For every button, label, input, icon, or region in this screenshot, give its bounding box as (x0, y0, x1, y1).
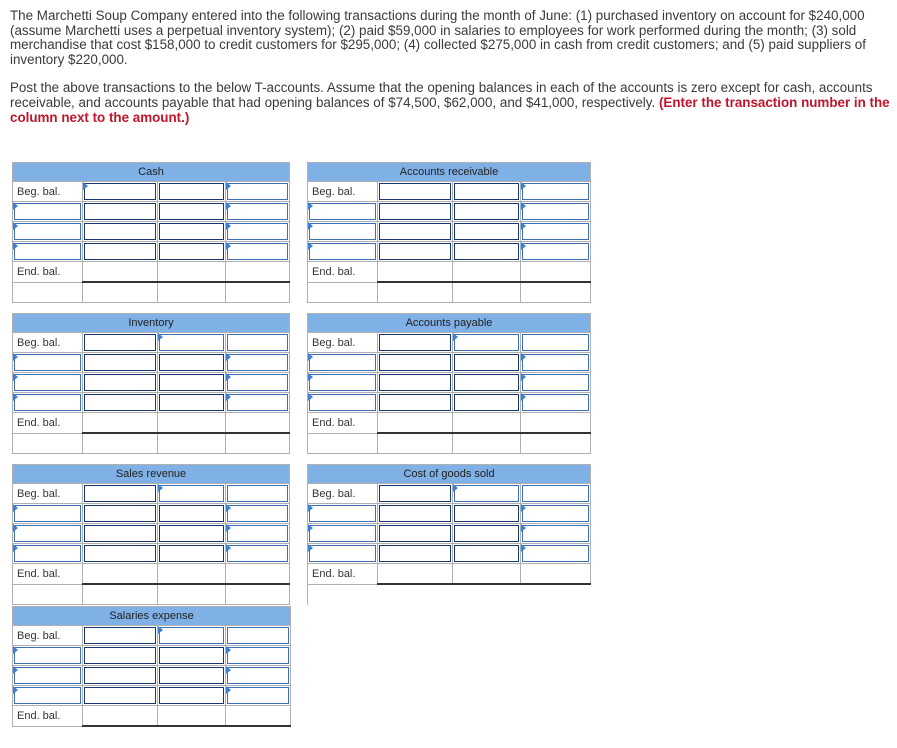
sales-ref-1[interactable] (158, 484, 226, 504)
sal-ref-2[interactable] (13, 646, 83, 666)
dropdown-marker-icon (521, 222, 526, 230)
beg-bal-label: Beg. bal. (13, 626, 83, 646)
cash-credit-2[interactable] (226, 202, 290, 222)
beg-bal-label: Beg. bal. (13, 333, 83, 353)
ar-credit-2[interactable] (521, 202, 591, 222)
cogs-credit-3[interactable] (521, 524, 591, 544)
inv-credit-2[interactable] (226, 353, 290, 373)
question-text: The Marchetti Soup Company entered into the following transactions during the month of June: (1) purchased inventory on account for $240,000 (assume Marchetti uses a perpetual inventory system); (2) paid $59,000 in salaries to employees for work performed during the month; (3) sold merchandise that cost $158,000 to credit customers for $295,000; (4) collected $275,000 in cash from credit customers; and (5) paid suppliers of inventory $220,000. (10, 8, 866, 67)
cogs-ref-3b[interactable] (453, 524, 521, 544)
instruction-emphasis: (Enter the transaction number in the column next to the amount.) (10, 94, 890, 125)
inv-ref-4[interactable] (13, 393, 83, 413)
ar-ref-4b[interactable] (453, 242, 521, 262)
cogs-ref-3[interactable] (308, 524, 378, 544)
ar-credit-4[interactable] (521, 242, 591, 262)
inv-ref-2b[interactable] (158, 353, 226, 373)
sal-ref-3[interactable] (13, 666, 83, 686)
cash-debit-4[interactable] (83, 242, 158, 262)
dropdown-marker-icon (521, 544, 526, 552)
t-account-block-1 (12, 162, 591, 303)
dropdown-marker-icon (453, 484, 458, 492)
ap-credit-3[interactable] (521, 373, 591, 393)
dropdown-marker-icon (226, 373, 231, 381)
ap-credit-4[interactable] (521, 393, 591, 413)
dropdown-marker-icon (226, 504, 231, 512)
sal-ref-4[interactable] (13, 686, 83, 706)
beg-bal-label: Beg. bal. (308, 182, 378, 202)
end-bal-label: End. bal. (13, 706, 83, 727)
dropdown-marker-icon (521, 182, 526, 190)
end-bal-label: End. bal. (13, 564, 83, 585)
ap-ref-2[interactable] (308, 353, 378, 373)
ap-debit-4[interactable] (378, 393, 453, 413)
cash-ref-2[interactable] (13, 202, 83, 222)
dropdown-marker-icon (521, 353, 526, 361)
dropdown-marker-icon (158, 484, 163, 492)
cogs-ref-2[interactable] (308, 504, 378, 524)
cash-header: Cash (13, 163, 290, 182)
cogs-debit-3[interactable] (378, 524, 453, 544)
sales-debit-4[interactable] (83, 544, 158, 564)
cogs-ref-4b[interactable] (453, 544, 521, 564)
sal-debit-4[interactable] (83, 686, 158, 706)
beg-bal-label: Beg. bal. (308, 333, 378, 353)
inv-ref-3b[interactable] (158, 373, 226, 393)
sales-debit-2[interactable] (83, 504, 158, 524)
sal-beg-bal-debit[interactable] (83, 626, 158, 646)
dropdown-marker-icon (226, 353, 231, 361)
sales-debit-3[interactable] (83, 524, 158, 544)
dropdown-marker-icon (521, 202, 526, 210)
sal-ref-2b[interactable] (158, 646, 226, 666)
sal-debit-3[interactable] (83, 666, 158, 686)
inv-beg-bal-debit[interactable] (83, 333, 158, 353)
inv-credit-4[interactable] (226, 393, 290, 413)
instruction-body: Post the above transactions to the below T-accounts. Assume that the opening balances in each of the accounts is zero except for cash, accounts receivable, and accounts payable that had opening balances of $74,500, $62,000, and $41,000, respectively. (10, 80, 873, 110)
t-account-block-4 (12, 606, 291, 727)
ar-ref-2[interactable] (308, 202, 378, 222)
dropdown-marker-icon (13, 666, 18, 674)
dropdown-marker-icon (13, 242, 18, 250)
inv-credit-1[interactable] (226, 333, 290, 353)
sales-debit-1[interactable] (83, 484, 158, 504)
sales-revenue-header: Sales revenue (13, 465, 290, 484)
dropdown-marker-icon (13, 646, 18, 654)
sales-ref-3b[interactable] (158, 524, 226, 544)
dropdown-marker-icon (308, 393, 313, 401)
ap-ref-1[interactable] (453, 333, 521, 353)
dropdown-marker-icon (308, 504, 313, 512)
ar-beg-bal-ref[interactable] (453, 182, 521, 202)
inventory-header: Inventory (13, 314, 290, 333)
cogs-credit-1[interactable] (521, 484, 591, 504)
ar-ref-2b[interactable] (453, 202, 521, 222)
dropdown-marker-icon (158, 626, 163, 634)
salaries-expense-header: Salaries expense (13, 607, 291, 626)
instruction-text (10, 81, 890, 125)
dropdown-marker-icon (226, 544, 231, 552)
cash-debit-3[interactable] (83, 222, 158, 242)
accounts-receivable-header: Accounts receivable (308, 163, 591, 182)
cash-ref-3b[interactable] (158, 222, 226, 242)
dropdown-marker-icon (308, 222, 313, 230)
beg-bal-label: Beg. bal. (13, 484, 83, 504)
cogs-beg-bal-debit[interactable] (378, 484, 453, 504)
dropdown-marker-icon (453, 333, 458, 341)
dropdown-marker-icon (226, 524, 231, 532)
cash-beg-bal-debit[interactable] (83, 182, 158, 202)
ap-ref-4[interactable] (308, 393, 378, 413)
cash-ref-4[interactable] (13, 242, 83, 262)
dropdown-marker-icon (521, 373, 526, 381)
question-prompt (10, 9, 890, 125)
ar-debit-3[interactable] (378, 222, 453, 242)
inv-ref-4b[interactable] (158, 393, 226, 413)
cost-of-goods-sold-header: Cost of goods sold (308, 465, 591, 484)
cash-credit-4[interactable] (226, 242, 290, 262)
dropdown-marker-icon (13, 373, 18, 381)
dropdown-marker-icon (13, 504, 18, 512)
dropdown-marker-icon (13, 686, 18, 694)
ap-ref-2b[interactable] (453, 353, 521, 373)
cash-ref-3[interactable] (13, 222, 83, 242)
sal-credit-3[interactable] (226, 666, 291, 686)
accounts-payable-header: Accounts payable (308, 314, 591, 333)
cash-debit-2[interactable] (83, 202, 158, 222)
dropdown-marker-icon (13, 202, 18, 210)
sal-credit-1[interactable] (226, 626, 291, 646)
t-account-block-2 (12, 313, 591, 454)
ap-debit-3[interactable] (378, 373, 453, 393)
dropdown-marker-icon (521, 393, 526, 401)
cogs-debit-4[interactable] (378, 544, 453, 564)
dropdown-marker-icon (13, 393, 18, 401)
dropdown-marker-icon (226, 666, 231, 674)
inv-beg-bal-ref[interactable] (158, 333, 226, 353)
ar-debit-4[interactable] (378, 242, 453, 262)
ap-debit-1[interactable] (378, 333, 453, 353)
cogs-debit-2[interactable] (378, 504, 453, 524)
beg-bal-label: Beg. bal. (308, 484, 378, 504)
cogs-ref-4[interactable] (308, 544, 378, 564)
ap-ref-3b[interactable] (453, 373, 521, 393)
end-bal-label: End. bal. (308, 262, 378, 283)
cash-credit-1[interactable] (226, 182, 290, 202)
inv-end-bal (83, 413, 158, 434)
sal-ref-3b[interactable] (158, 666, 226, 686)
dropdown-marker-icon (308, 353, 313, 361)
ar-ref-3b[interactable] (453, 222, 521, 242)
dropdown-marker-icon (308, 242, 313, 250)
end-bal-label: End. bal. (13, 413, 83, 434)
sales-end-bal (83, 564, 158, 585)
inv-debit-2[interactable] (83, 353, 158, 373)
dropdown-marker-icon (226, 202, 231, 210)
sal-end-bal (83, 706, 158, 727)
dropdown-marker-icon (83, 182, 88, 190)
sales-ref-2b[interactable] (158, 504, 226, 524)
end-bal-label: End. bal. (308, 564, 378, 585)
ar-credit-3[interactable] (521, 222, 591, 242)
sales-credit-2[interactable] (226, 504, 290, 524)
ar-debit-2[interactable] (378, 202, 453, 222)
ap-beg-bal-credit[interactable] (521, 333, 591, 353)
dropdown-marker-icon (158, 333, 163, 341)
dropdown-marker-icon (521, 504, 526, 512)
ap-debit-2[interactable] (378, 353, 453, 373)
sales-credit-4[interactable] (226, 544, 290, 564)
dropdown-marker-icon (226, 182, 231, 190)
dropdown-marker-icon (226, 686, 231, 694)
end-bal-label: End. bal. (13, 262, 83, 283)
cash-ref-2b[interactable] (158, 202, 226, 222)
inv-debit-3[interactable] (83, 373, 158, 393)
cash-ref-4b[interactable] (158, 242, 226, 262)
ar-ref-4[interactable] (308, 242, 378, 262)
sales-ref-3[interactable] (13, 524, 83, 544)
dropdown-marker-icon (226, 242, 231, 250)
dropdown-marker-icon (13, 544, 18, 552)
sal-ref-4b[interactable] (158, 686, 226, 706)
ar-beg-bal-debit[interactable] (378, 182, 453, 202)
inv-ref-3[interactable] (13, 373, 83, 393)
sal-debit-2[interactable] (83, 646, 158, 666)
dropdown-marker-icon (13, 353, 18, 361)
cogs-end-bal (378, 564, 453, 585)
sales-beg-bal-credit[interactable] (226, 484, 290, 504)
sal-ref-1[interactable] (158, 626, 226, 646)
inv-ref-2[interactable] (13, 353, 83, 373)
dropdown-marker-icon (226, 646, 231, 654)
cogs-ref-1[interactable] (453, 484, 521, 504)
end-bal-label: End. bal. (308, 413, 378, 434)
ar-credit-1[interactable] (521, 182, 591, 202)
ap-credit-2[interactable] (521, 353, 591, 373)
t-account-block-3 (12, 464, 591, 605)
ap-end-bal (378, 413, 453, 434)
beg-bal-label: Beg. bal. (13, 182, 83, 202)
cogs-credit-2[interactable] (521, 504, 591, 524)
dropdown-marker-icon (308, 524, 313, 532)
dropdown-marker-icon (308, 373, 313, 381)
ap-ref-3[interactable] (308, 373, 378, 393)
sales-credit-3[interactable] (226, 524, 290, 544)
sal-credit-4[interactable] (226, 686, 291, 706)
sales-ref-4b[interactable] (158, 544, 226, 564)
inv-credit-3[interactable] (226, 373, 290, 393)
inv-debit-4[interactable] (83, 393, 158, 413)
dropdown-marker-icon (13, 222, 18, 230)
dropdown-marker-icon (521, 524, 526, 532)
cash-end-bal (83, 262, 158, 283)
ar-ref-3[interactable] (308, 222, 378, 242)
dropdown-marker-icon (226, 393, 231, 401)
dropdown-marker-icon (308, 202, 313, 210)
ar-end-bal (378, 262, 453, 283)
sal-credit-2[interactable] (226, 646, 291, 666)
sales-ref-2[interactable] (13, 504, 83, 524)
separator (290, 163, 308, 182)
cash-beg-bal-ref[interactable] (158, 182, 226, 202)
cogs-ref-2b[interactable] (453, 504, 521, 524)
dropdown-marker-icon (226, 222, 231, 230)
cash-credit-3[interactable] (226, 222, 290, 242)
dropdown-marker-icon (13, 524, 18, 532)
dropdown-marker-icon (521, 242, 526, 250)
dropdown-marker-icon (308, 544, 313, 552)
ap-ref-4b[interactable] (453, 393, 521, 413)
sales-ref-4[interactable] (13, 544, 83, 564)
cogs-credit-4[interactable] (521, 544, 591, 564)
